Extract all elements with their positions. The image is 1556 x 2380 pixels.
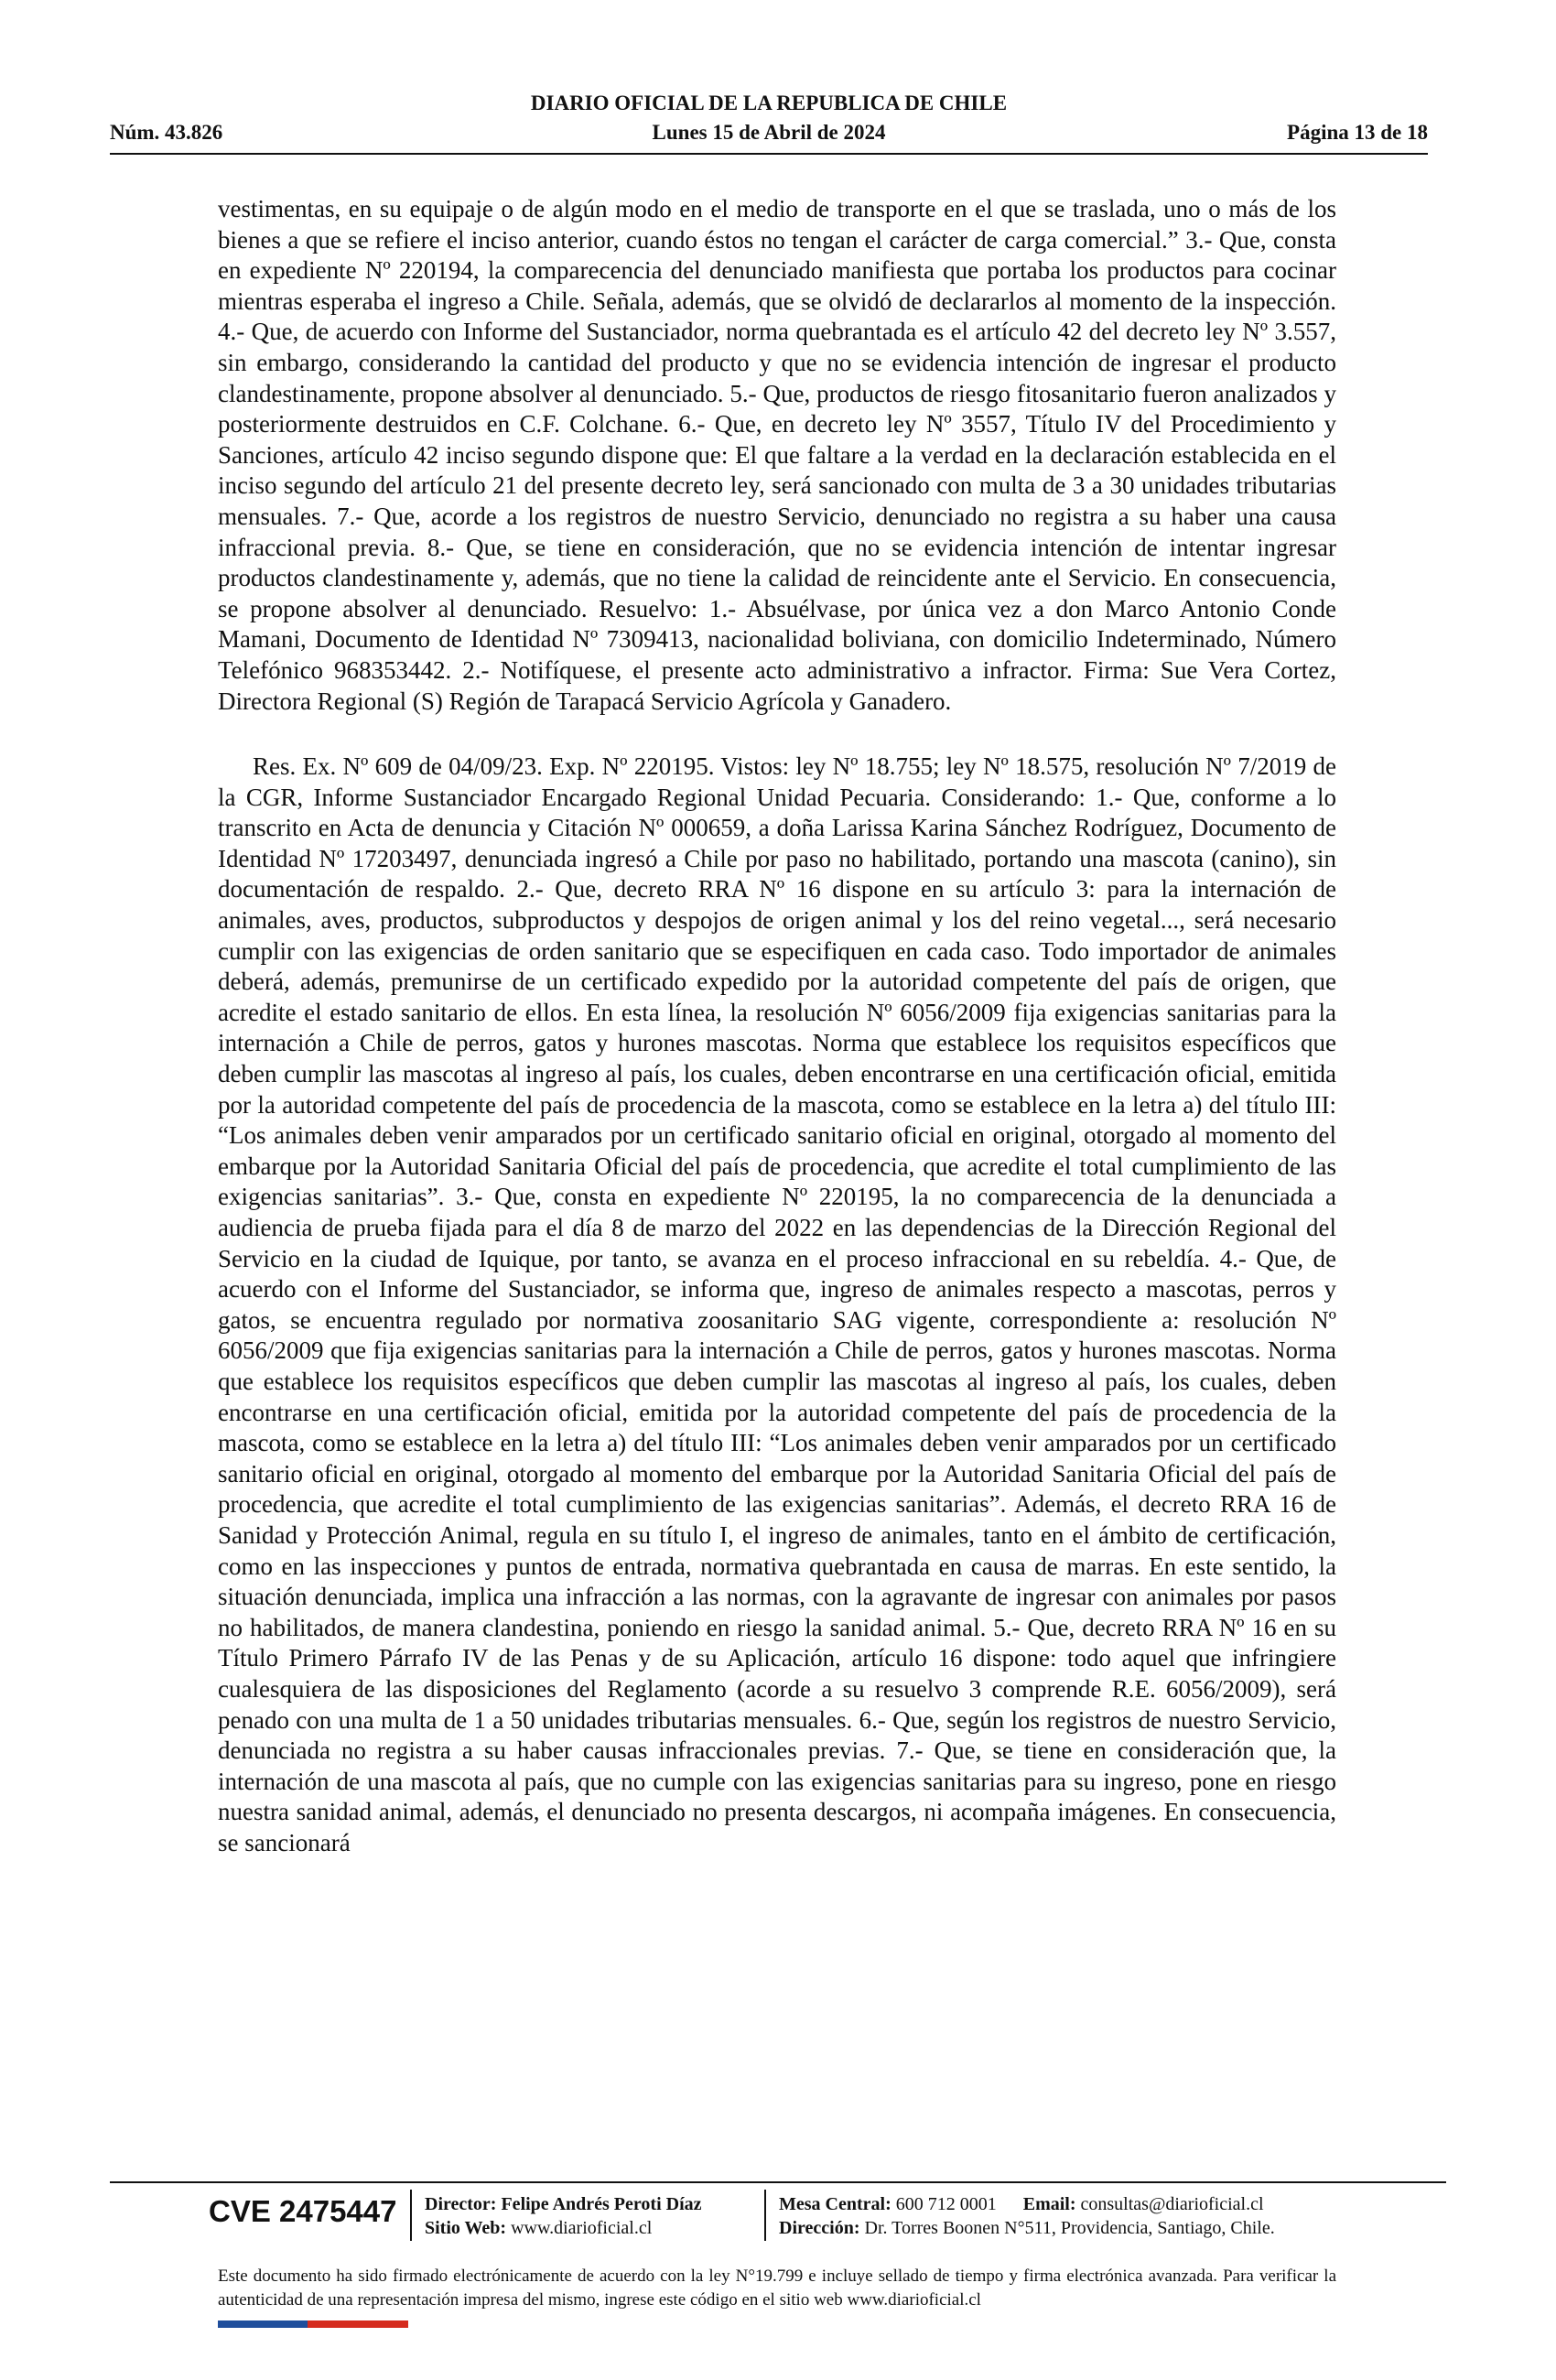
page-header xyxy=(110,92,1428,150)
legal-notice: Este documento ha sido firmado electrónicamente de acuerdo con la ley N°19.799 e incluye sellado de tiempo y firma electrónica avanzada. Para verificar la autenticidad de una representación impresa del mismo, ingrese este código en el sitio web www.diarioficial.cl xyxy=(218,2266,1336,2310)
director-label: Director: xyxy=(425,2194,497,2214)
website-label: Sitio Web: xyxy=(425,2218,507,2238)
issue-number: Núm. 43.826 xyxy=(110,121,223,144)
paragraph-continued: vestimentas, en su equipaje o de algún modo en el medio de transporte en el que se traslada, uno o más de los bienes a que se refiere el inciso anterior, cuando éstos no tengan el carácter de carga comercial.” 3.- Que, consta en expediente Nº 220194, la comparecencia del denunciado manifiesta que portaba los productos para cocinar mientras esperaba el ingreso a Chile. Señala, además, que se olvidó de declararlos al momento de la inspección. 4.- Que, de acuerdo con Informe del Sustanciador, norma quebrantada es el artículo 42 del decreto ley Nº 3.557, sin embargo, considerando la cantidad del producto y que no se evidencia intención de ingresar el producto clandestinamente, propone absolver al denunciado. 5.- Que, productos de riesgo fitosanitario fueron analizados y posteriormente destruidos en C.F. Colchane. 6.- Que, en decreto ley Nº 3557, Título IV del Procedimiento y Sanciones, artículo 42 inciso segundo dispone que: El que faltare a la verdad en la declaración establecida en el inciso segundo del artículo 21 del presente decreto ley, será sancionado con multa de 3 a 30 unidades tributarias mensuales. 7.- Que, acorde a los registros de nuestro Servicio, denunciado no registra a su haber una causa infraccional previa. 8.- Que, se tiene en consideración, que no se evidencia intención de intentar ingresar productos clandestinamente y, además, que no tiene la calidad de reincidente ante el Servicio. En consecuencia, se propone absolver al denunciado. Resuelvo: 1.- Absuélvase, por única vez a don Marco Antonio Conde Mamani, Documento de Identidad Nº 7309413, nacionalidad boliviana, con domicilio Indeterminado, Número Telefónico 968353442. 2.- Notifíquese, el presente acto administrativo a infractor. Firma: Sue Vera Cortez, Directora Regional (S) Región de Tarapacá Servicio Agrícola y Ganadero. xyxy=(218,195,1336,715)
flag-stripe-blue xyxy=(218,2320,308,2328)
director-name: Felipe Andrés Peroti Díaz xyxy=(501,2194,702,2214)
issue-date: Lunes 15 de Abril de 2024 xyxy=(652,121,886,144)
phone-number: 600 712 0001 xyxy=(895,2194,997,2214)
footer-separator xyxy=(764,2190,766,2241)
website-link[interactable]: www.diarioficial.cl xyxy=(511,2218,653,2238)
email-label: Email: xyxy=(1022,2194,1076,2214)
footer-contact-block xyxy=(779,2192,1275,2240)
header-divider xyxy=(110,153,1428,155)
email-link[interactable]: consultas@diarioficial.cl xyxy=(1080,2194,1264,2214)
footer-director-block xyxy=(425,2192,702,2240)
newspaper-title: DIARIO OFICIAL DE LA REPUBLICA DE CHILE xyxy=(530,92,1008,114)
paragraph-resolution-609: Res. Ex. Nº 609 de 04/09/23. Exp. Nº 220195. Vistos: ley Nº 18.755; ley Nº 18.575, resolución Nº 7/2019 de la CGR, Informe Sustanciador Encargado Regional Unidad Pecuaria. Considerando: 1.- Que, conforme a lo transcrito en Acta de denuncia y Citación Nº 000659, a doña Larissa Karina Sánchez Rodríguez, Documento de Identidad Nº 17203497, denunciada ingresó a Chile por paso no habilitado, portando una mascota (canino), sin documentación de respaldo. 2.- Que, decreto RRA Nº 16 dispone en su artículo 3: para la internación de animales, aves, productos, subproductos y despojos de origen animal y los del reino vegetal..., será necesario cumplir con las exigencias de orden sanitario que se especifiquen en cada caso. Todo importador de animales deberá, además, premunirse de un certificado expedido por la autoridad competente del país de origen, que acredite el estado sanitario de ellos. En esta línea, la resolución Nº 6056/2009 fija exigencias sanitarias para la internación a Chile de perros, gatos y hurones mascotas. Norma que establece los requisitos específicos que deben cumplir las mascotas al ingreso al país, los cuales, deben encontrarse en una certificación oficial, emitida por la autoridad competente del país de procedencia de la mascota, como se establece en la letra a) del título III: “Los animales deben venir amparados por un certificado sanitario oficial en original, otorgado al momento del embarque por la Autoridad Sanitaria Oficial del país de procedencia, que acredite el total cumplimiento de las exigencias sanitarias”. 3.- Que, consta en expediente Nº 220195, la no comparecencia de la denunciada a audiencia de prueba fijada para el día 8 de marzo del 2022 en las dependencias de la Dirección Regional del Servicio en la ciudad de Iquique, por tanto, se avanza en el proceso infraccional en su rebeldía. 4.- Que, de acuerdo con el Informe del Sustanciador, se informa que, ingreso de animales respecto a mascotas, perros y gatos, se encuentra regulado por normativa zoosanitario SAG vigente, correspondiente a: resolución Nº 6056/2009 que fija exigencias sanitarias para la internación a Chile de perros, gatos y hurones mascotas. Norma que establece los requisitos específicos que deben cumplir las mascotas al ingreso al país, los cuales, deben encontrarse en una certificación oficial, emitida por la autoridad competente del país de procedencia de la mascota, como se establece en la letra a) del título III: “Los animales deben venir amparados por un certificado sanitario oficial en original, otorgado al momento del embarque por la Autoridad Sanitaria Oficial del país de procedencia, que acredite el total cumplimiento de las exigencias sanitarias”. Además, el decreto RRA 16 de Sanidad y Protección Animal, regula en su título I, el ingreso de animales, tanto en el ámbito de certificación, como en las inspecciones y puntos de entrada, normativa quebrantada en causa de marras. En este sentido, la situación denunciada, implica una infracción a las normas, con la agravante de ingresar con animales por pasos no habilitados, de manera clandestina, poniendo en riesgo la sanidad animal. 5.- Que, decreto RRA Nº 16 en su Título Primero Párrafo IV de las Penas y de su Aplicación, artículo 16 dispone: todo aquel que infringiere cualesquiera de las disposiciones del Reglamento (acorde a su resuelvo 3 comprende R.E. 6056/2009), será penado con una multa de 1 a 50 unidades tributarias mensuales. 6.- Que, según los registros de nuestro Servicio, denunciada no registra a su haber causas infraccionales previas. 7.- Que, se tiene en consideración que, la internación de una mascota al país, que no cumple con las exigencias sanitarias para su ingreso, pone en riesgo nuestra sanidad animal, además, el denunciado no presenta descargos, ni acompaña imágenes. En consecuencia, se sancionará xyxy=(218,752,1336,1856)
footer-divider xyxy=(110,2181,1446,2183)
address-label: Dirección: xyxy=(779,2218,860,2238)
phone-label: Mesa Central: xyxy=(779,2194,891,2214)
address-text: Dr. Torres Boonen N°511, Providencia, Santiago, Chile. xyxy=(864,2218,1275,2238)
document-body xyxy=(218,194,1336,1858)
cve-code: CVE 2475447 xyxy=(209,2194,397,2228)
flag-stripe-red xyxy=(308,2320,408,2328)
footer-separator xyxy=(410,2190,412,2241)
page-number: Página 13 de 18 xyxy=(1287,121,1428,144)
